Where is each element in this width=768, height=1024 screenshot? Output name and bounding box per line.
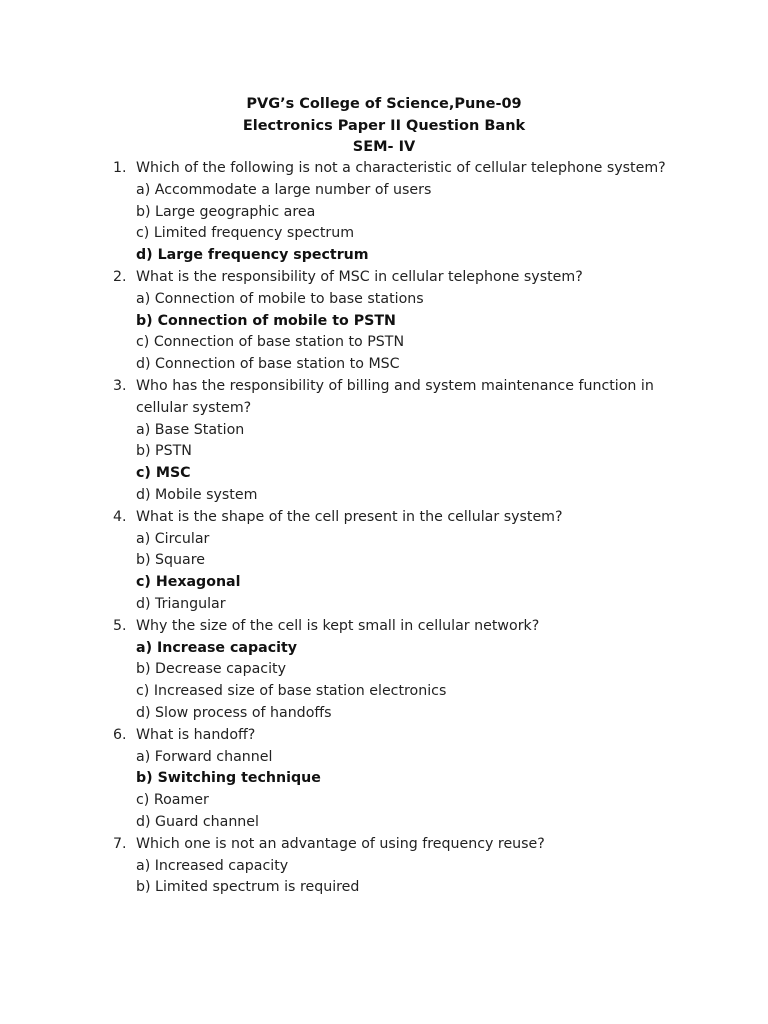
question-text: Which one is not an advantage of using frequency reuse? <box>136 835 545 852</box>
question-number: 2. <box>113 268 127 285</box>
answer-option: a) Accommodate a large number of users <box>136 181 432 198</box>
answer-option: d) Connection of base station to MSC <box>136 356 400 373</box>
question-text: Who has the responsibility of billing and system maintenance function in cellular system? <box>136 377 654 416</box>
question-number: 5. <box>113 617 127 634</box>
answer-option: d) Triangular <box>136 595 226 612</box>
answer-option: a) Base Station <box>136 421 245 438</box>
answer-option: d) Slow process of handoffs <box>136 704 332 721</box>
question-text: What is handoff? <box>136 726 256 743</box>
question-item <box>0 616 768 725</box>
question-text: Which of the following is not a characteristic of cellular telephone system? <box>136 160 666 176</box>
answer-option-correct: b) Connection of mobile to PSTN <box>136 312 396 329</box>
answer-option: c) Limited frequency spectrum <box>136 225 355 242</box>
question-item <box>0 376 768 507</box>
question-text: What is the shape of the cell present in the cellular system? <box>136 508 563 525</box>
answer-option-correct: b) Switching technique <box>136 770 321 787</box>
answer-option: c) Increased size of base station electronics <box>136 683 447 700</box>
document-header <box>0 94 768 159</box>
answer-option: a) Forward channel <box>136 748 273 765</box>
question-item <box>0 834 768 899</box>
question-item <box>0 725 768 834</box>
question-item <box>0 158 768 267</box>
answer-option: d) Mobile system <box>136 486 258 503</box>
paper-title: Electronics Paper II Question Bank <box>242 117 526 134</box>
question-item <box>0 507 768 616</box>
question-list <box>0 158 768 899</box>
answer-option: c) Roamer <box>136 792 209 809</box>
answer-option: b) Square <box>136 552 205 569</box>
semester-title: SEM- IV <box>352 139 416 155</box>
question-text: What is the responsibility of MSC in cellular telephone system? <box>136 268 583 285</box>
answer-option: a) Connection of mobile to base stations <box>136 290 424 307</box>
question-number: 7. <box>113 835 127 852</box>
answer-option: a) Increased capacity <box>136 857 289 874</box>
question-number: 3. <box>113 377 127 394</box>
answer-option: c) Connection of base station to PSTN <box>136 334 405 351</box>
answer-option: b) Large geographic area <box>136 203 316 220</box>
question-number: 6. <box>113 726 127 743</box>
question-number: 4. <box>113 508 127 525</box>
answer-option: b) PSTN <box>136 443 192 460</box>
question-number: 1. <box>113 160 127 176</box>
question-text: Why the size of the cell is kept small in cellular network? <box>136 617 540 634</box>
answer-option-correct: d) Large frequency spectrum <box>136 247 369 264</box>
answer-option-correct: c) Hexagonal <box>136 574 241 591</box>
answer-option: b) Limited spectrum is required <box>136 879 360 896</box>
answer-option: b) Decrease capacity <box>136 661 286 678</box>
answer-option-correct: c) MSC <box>136 465 191 482</box>
question-item <box>0 267 768 376</box>
college-title: PVG’s College of Science,Pune-09 <box>246 96 522 112</box>
answer-option-correct: a) Increase capacity <box>136 639 298 656</box>
answer-option: a) Circular <box>136 530 210 547</box>
answer-option: d) Guard channel <box>136 813 259 830</box>
